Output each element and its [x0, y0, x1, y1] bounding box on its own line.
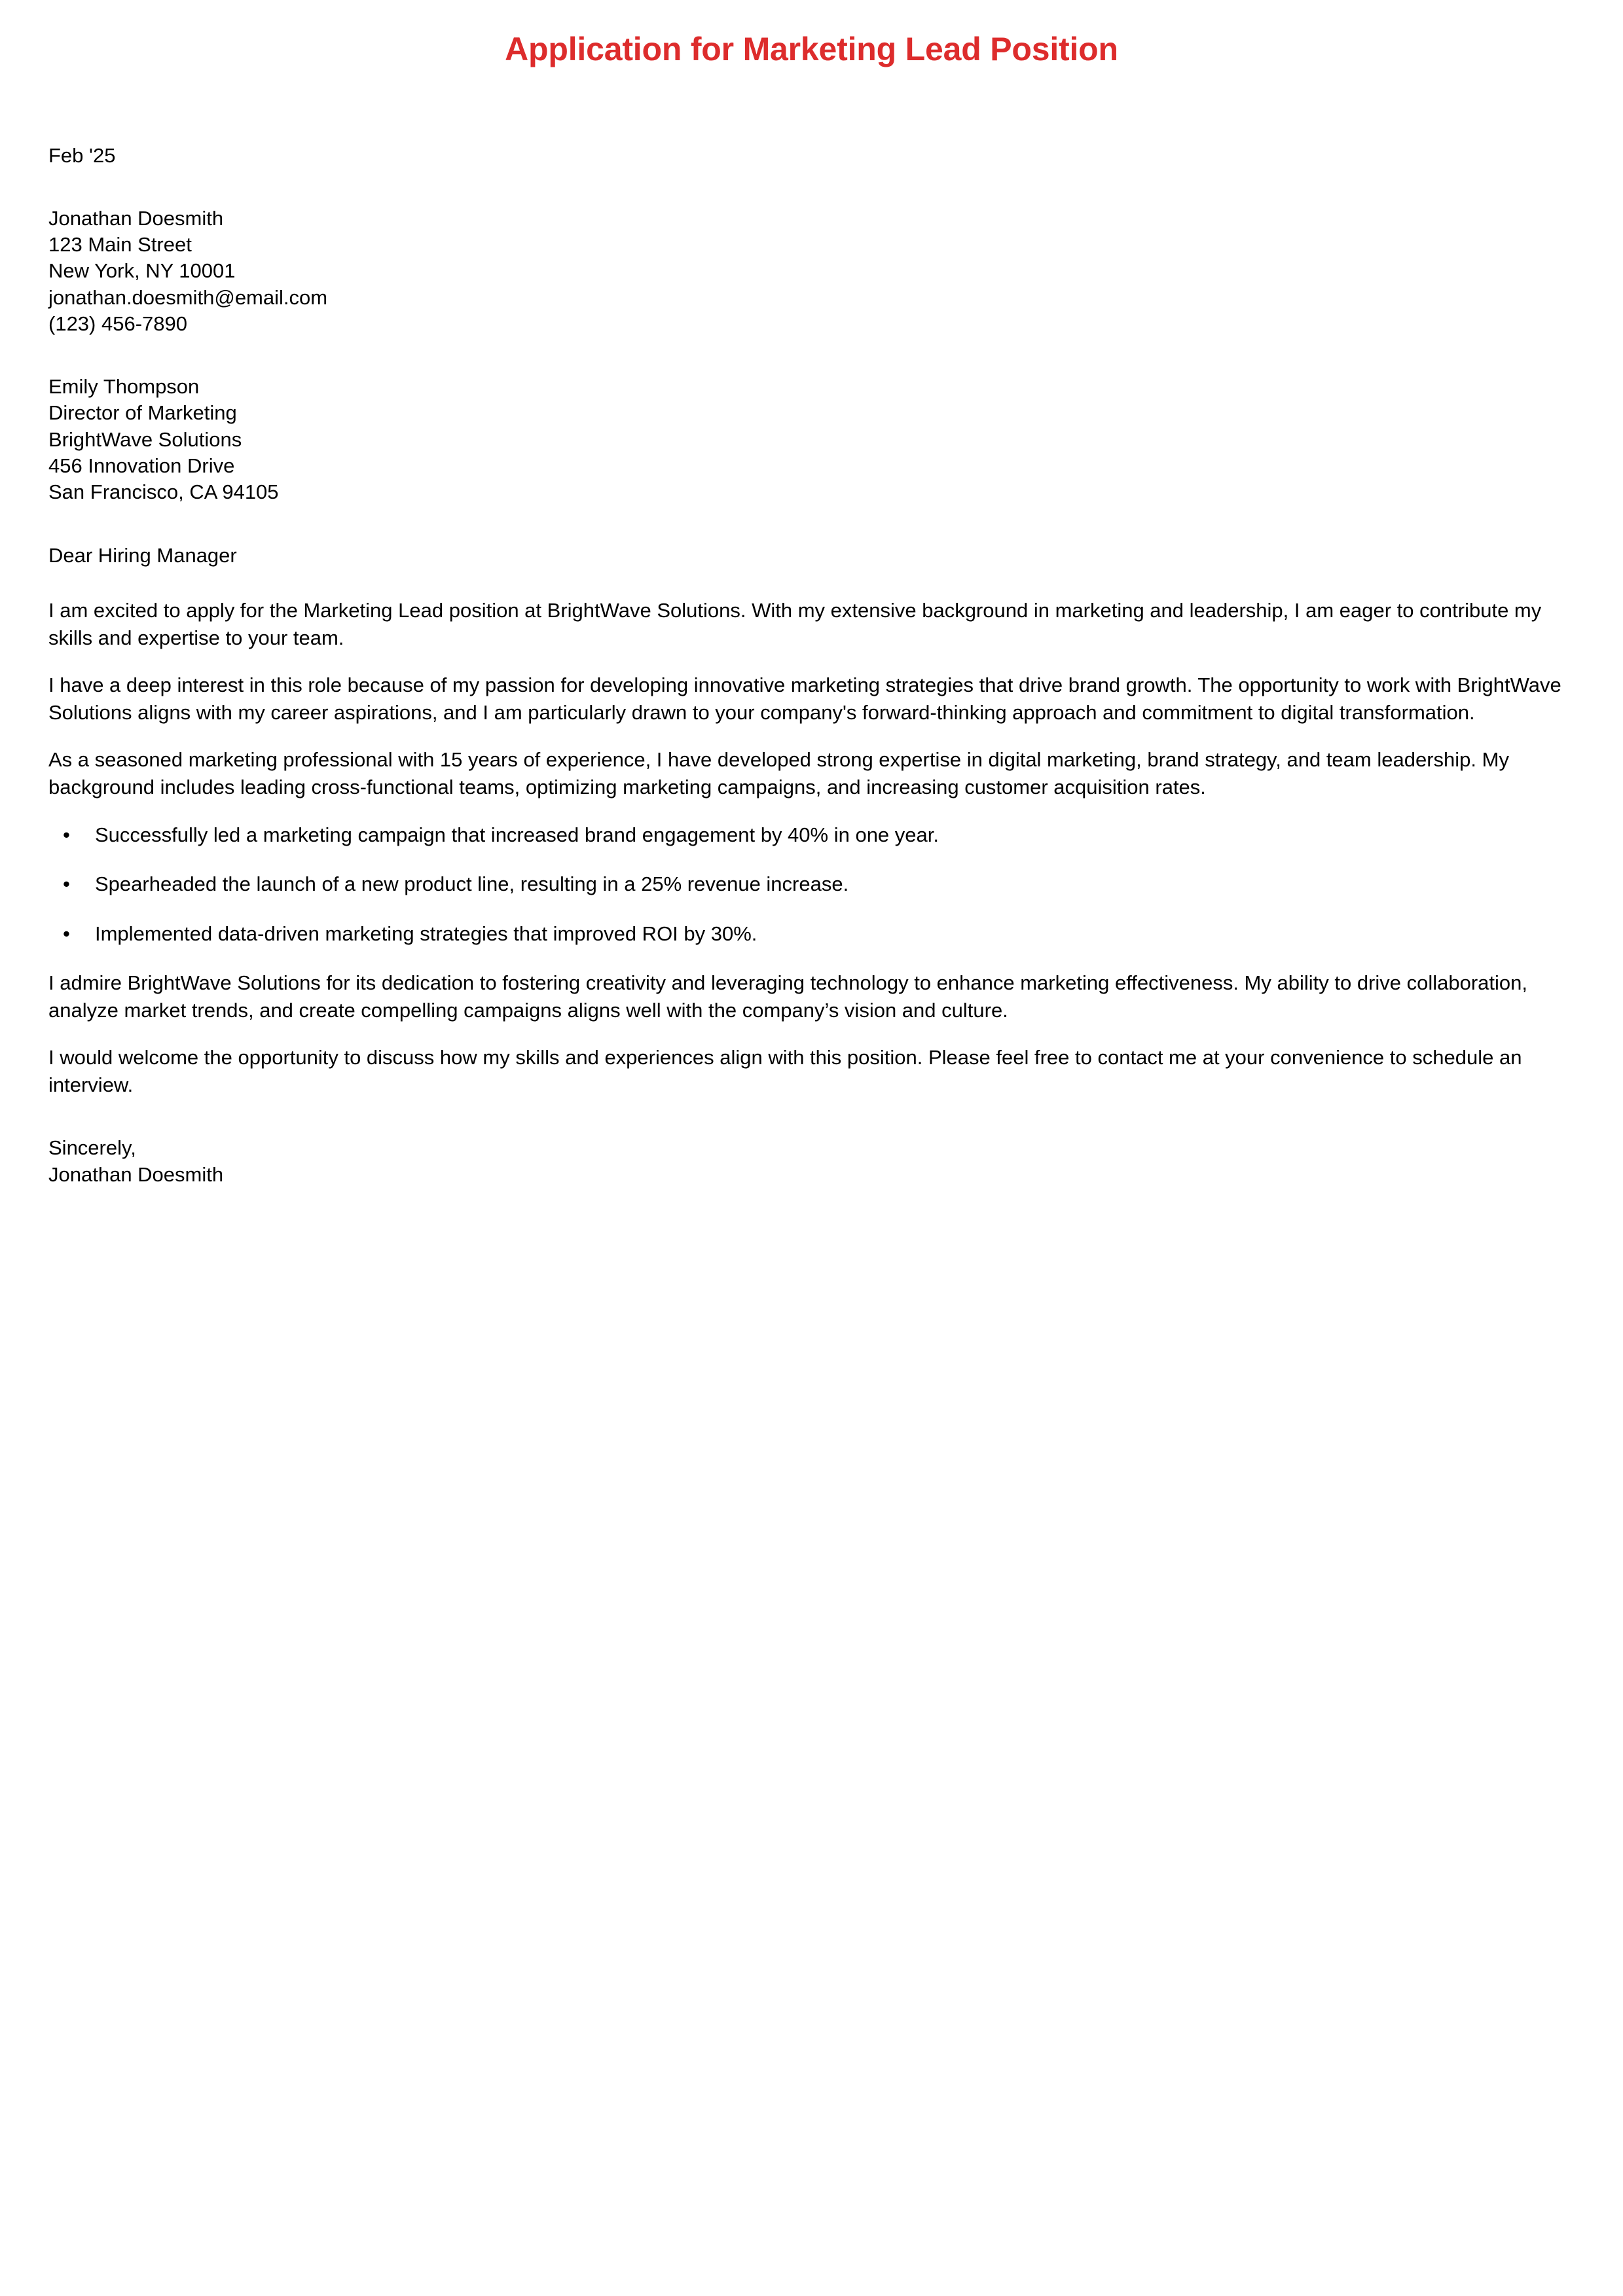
page-title: Application for Marketing Lead Position [505, 31, 1118, 67]
body-paragraph: As a seasoned marketing professional with 15 years of experience, I have developed strong expertise in digital marketing, brand strategy, and team leadership. My background includes leading cross-functional teams, optimizing marketing campaigns, and increasing customer acquisition rates. [48, 748, 1509, 798]
list-item-label: Implemented data-driven marketing strategies that improved ROI by 30%. [95, 922, 757, 945]
achievements-list [48, 821, 1567, 948]
recipient-job-title: Director of Marketing [48, 401, 237, 425]
sender-address-block [48, 206, 1567, 337]
letter-body [48, 143, 1567, 1188]
bullet-point-icon: • [63, 823, 70, 846]
body-paragraph: I admire BrightWave Solutions for its dedication to fostering creativity and leveraging technology to enhance marketing effectiveness. My ability to drive collaboration, analyze market trends, and create compelling campaigns aligns well with the company’s vision and culture. [48, 971, 1528, 1022]
sender-phone: (123) 456-7890 [48, 312, 187, 335]
recipient-address-block [48, 374, 1567, 505]
letter-date: Feb '25 [48, 144, 116, 167]
recipient-name: Emily Thompson [48, 375, 200, 399]
recipient-city-state-zip: San Francisco, CA 94105 [48, 480, 279, 504]
signature-block [48, 1135, 1567, 1188]
recipient-street: 456 Innovation Drive [48, 454, 235, 478]
list-item [48, 870, 1567, 898]
sender-city-state-zip: New York, NY 10001 [48, 259, 236, 283]
bullet-point-icon: • [63, 922, 70, 945]
body-paragraph: I would welcome the opportunity to discuss how my skills and experiences align with this position. Please feel free to contact me at your convenience to schedule an interview. [48, 1046, 1522, 1096]
bullet-point-icon: • [63, 872, 70, 896]
list-item-label: Spearheaded the launch of a new product line, resulting in a 25% revenue increase. [95, 872, 849, 896]
sender-name: Jonathan Doesmith [48, 206, 224, 230]
list-item [48, 821, 1567, 849]
recipient-company: BrightWave Solutions [48, 427, 242, 451]
sender-street: 123 Main Street [48, 232, 192, 256]
salutation: Dear Hiring Manager [48, 543, 237, 567]
sign-off: Sincerely, [48, 1136, 136, 1160]
list-item-label: Successfully led a marketing campaign that increased brand engagement by 40% in one year. [95, 823, 939, 846]
body-paragraph: I have a deep interest in this role because of my passion for developing innovative marketing strategies that drive brand growth. The opportunity to work with BrightWave Solutions aligns with my career aspirations, and I am particularly drawn to your company's forward-thinking approach and commitment to digital transformation. [48, 673, 1561, 724]
sender-email: jonathan.doesmith@email.com [48, 285, 328, 309]
list-item [48, 920, 1567, 948]
body-paragraph: I am excited to apply for the Marketing Lead position at BrightWave Solutions. With my extensive background in marketing and leadership, I am eager to contribute my skills and expertise to your team. [48, 599, 1542, 649]
signature-name: Jonathan Doesmith [48, 1162, 224, 1186]
